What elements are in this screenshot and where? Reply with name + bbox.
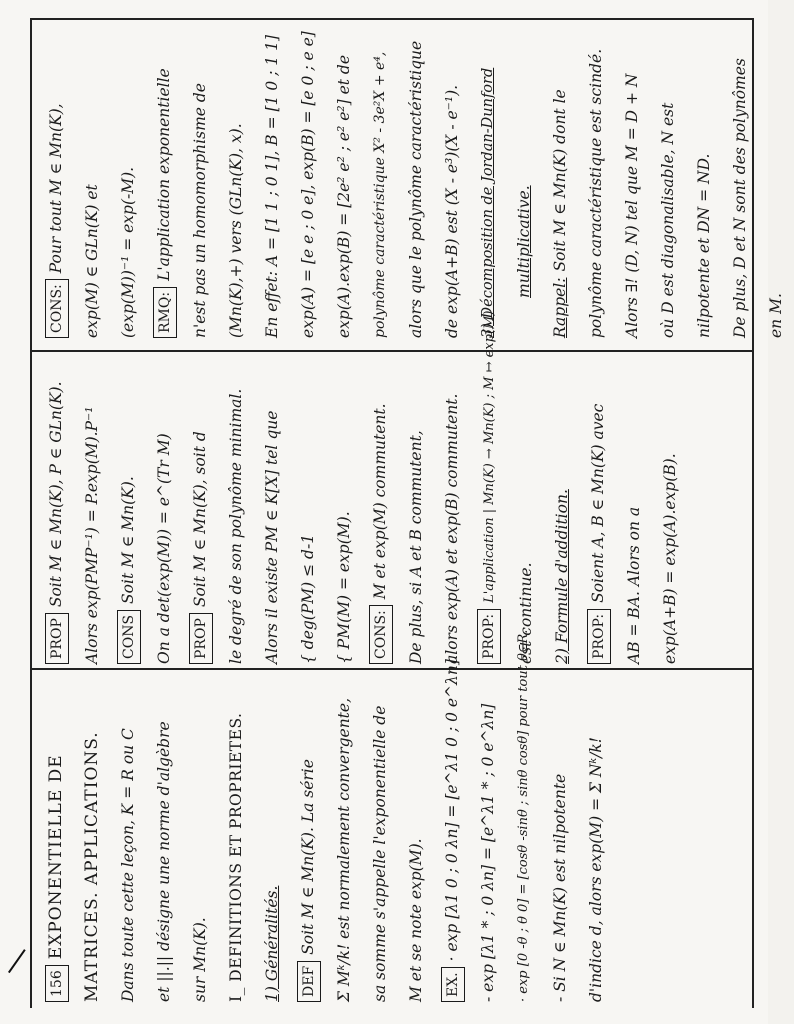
subsection-heading-1: 1) Généralités.: [263, 885, 281, 1002]
prop1-line2: Alors exp(PMP⁻¹) = P.exp(M).P⁻¹: [83, 406, 101, 664]
cons1-line2: On a det(exp(M)) = e^(Tr M): [155, 433, 173, 664]
column-3: [38, 20, 794, 338]
rappel-line1: Soit M ∈ Mn(K) dont le: [551, 89, 569, 272]
intro-line3: sur Mn(K).: [191, 917, 209, 1002]
rmq-line2: n'est pas un homomorphisme de: [191, 83, 209, 338]
subsection-heading-2: 2) Formule d'addition.: [553, 489, 571, 664]
def-tag: DEF: [297, 961, 321, 1002]
prop2-line5: { PM(M) = exp(M).: [335, 511, 353, 664]
rmq-row: [146, 20, 182, 338]
prop3-tag: PROP:: [477, 609, 501, 664]
def-line4: M et se note exp(M).: [407, 838, 425, 1002]
subsection-heading-3b: multiplicative.: [515, 185, 533, 298]
cons1-line1: Soit M ∈ Mn(K).: [119, 476, 137, 604]
rappel-line4: où D est diagonalisable, N est: [659, 102, 677, 338]
rmq-tag: RMQ:: [153, 287, 177, 338]
prop3-line2: est continue.: [517, 562, 535, 664]
prop2-tag: PROP: [189, 613, 213, 664]
cons3-line2: exp(M) ∈ GLn(K) et: [83, 184, 101, 338]
def-line3: sa somme s'appelle l'exponentielle de: [371, 705, 389, 1002]
subsection-heading-3: 3) Décomposition de Jordan-Dunford: [480, 67, 496, 338]
ex-line3: · exp [0 -θ ; θ 0] = [cosθ -sinθ ; sinθ cosθ] pour tout θ∈R.: [516, 629, 531, 1002]
rmq-line4: En effet: A = [1 1 ; 0 1], B = [1 0 ; 1 1]: [263, 35, 281, 338]
cons1-row: [110, 354, 146, 664]
cons3-tag: CONS:: [45, 279, 69, 338]
prop2-line3: Alors il existe PM ∈ K[X] tel que: [263, 410, 281, 664]
prop4-line1: Soient A, B ∈ Mn(K) avec: [589, 403, 607, 603]
prop3-line1: L'application | Mn(K) → Mn(K) ; M ↦ exp(M): [482, 310, 497, 603]
intro-line1: Dans toute cette leçon, K = R ou C: [119, 728, 137, 1002]
rappel-line3: Alors ∃! (D, N) tel que M = D + N: [623, 73, 641, 338]
rmq-line3: (Mn(K),+) vers (GLn(K), x).: [227, 123, 245, 338]
prop2-row: [182, 354, 218, 664]
prop2-line4: { deg(PM) ≤ d-1: [299, 533, 317, 664]
ex-tag: EX.: [441, 967, 465, 1002]
ex-line5: d'indice d, alors exp(M) = Σ Nᵏ/k!: [587, 737, 605, 1002]
lesson-title-row: [38, 682, 74, 1002]
rappel-tag: Rappel:: [551, 277, 569, 338]
cons2-tag: CONS:: [369, 605, 393, 664]
ex-row: [434, 659, 470, 1002]
rmq-line9: de exp(A+B) est (X - e³)(X - e⁻¹).: [443, 84, 461, 338]
prop3-row: [470, 310, 508, 664]
rmq-line6: exp(A).exp(B) = [2e² e² ; e² e²] et de: [335, 55, 353, 338]
cons3-row: [38, 20, 74, 338]
prop4-row: [580, 354, 616, 664]
cons2-row: [362, 354, 398, 664]
rmq-line7: polynôme caractéristique X² - 3e²X + e⁴,: [372, 51, 388, 338]
ex-line2: - exp [λ1 * ; 0 λn] = [e^λ1 * ; 0 e^λn]: [479, 703, 497, 1002]
def-line2: Σ Mᵏ/k! est normalement convergente,: [335, 697, 353, 1002]
rappel-line6: De plus, D et N sont des polynômes: [731, 58, 749, 338]
rappel-line5: nilpotente et DN = ND.: [695, 153, 713, 338]
ex-line1: · exp [λ1 0 ; 0 λn] = [e^λ1 0 ; 0 e^λn]: [443, 659, 461, 962]
prop4-line2: AB = BA. Alors on a: [625, 506, 643, 664]
cons1-tag: CONS: [117, 610, 141, 664]
prop1-tag: PROP: [45, 613, 69, 664]
cons3-line1: Pour tout M ∈ Mn(K),: [47, 103, 65, 274]
prop1-row: [38, 354, 74, 664]
prop1-line1: Soit M ∈ Mn(K), P ∈ GLn(K).: [47, 381, 65, 608]
rmq-line1: L'application exponentielle: [155, 68, 173, 281]
cons3-line3: (exp(M))⁻¹ = exp(-M).: [119, 166, 137, 338]
def-row: [290, 682, 326, 1002]
rappel-line7: en M.: [767, 293, 785, 338]
lesson-number: 156: [45, 965, 69, 1002]
rmq-line5: exp(A) = [e e ; 0 e], exp(B) = [e 0 ; e e]: [299, 31, 317, 338]
section-heading-1: I_ DEFINITIONS ET PROPRIETES.: [227, 712, 245, 1002]
lesson-title-line1: EXPONENTIELLE DE: [46, 754, 66, 960]
prop2-line1: Soit M ∈ Mn(K), soit d: [191, 431, 209, 608]
prop4-line3: exp(A+B) = exp(A).exp(B).: [661, 453, 679, 664]
cons2-line1: M et exp(M) commutent.: [371, 403, 389, 600]
ex-line4: - Si N ∈ Mn(K) est nilpotente: [551, 773, 569, 1002]
rappel-line2: polynôme caractéristique est scindé.: [587, 48, 605, 338]
cons2-line3: alors exp(A) et exp(B) commutent.: [443, 393, 461, 664]
lesson-title-line2: MATRICES. APPLICATIONS.: [82, 731, 102, 1002]
intro-line2: et ||.|| désigne une norme d'algèbre: [155, 721, 173, 1002]
rmq-line8: alors que le polynôme caractéristique: [407, 40, 425, 338]
def-line1: Soit M ∈ Mn(K). La série: [299, 759, 317, 955]
cons2-line2: De plus, si A et B commutent,: [407, 430, 425, 664]
prop2-line2: le degré de son polynôme minimal.: [227, 388, 245, 664]
rappel-row: [542, 20, 578, 338]
prop4-tag: PROP:: [587, 609, 611, 664]
